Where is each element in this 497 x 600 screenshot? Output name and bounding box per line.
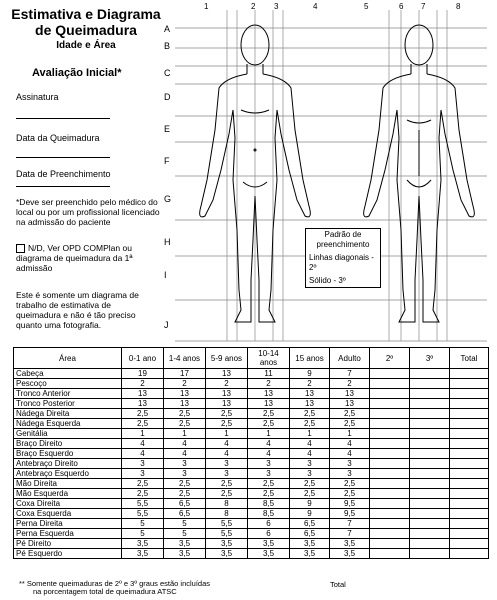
- entry-cell[interactable]: [410, 429, 450, 439]
- header-third-degree: 3º: [410, 348, 450, 369]
- percent-cell: 5,5: [206, 519, 248, 529]
- percent-cell: 6,5: [290, 529, 330, 539]
- percent-cell: 5: [164, 529, 206, 539]
- percent-cell: 9,5: [330, 509, 370, 519]
- entry-cell[interactable]: [370, 379, 410, 389]
- column-number: 1: [204, 2, 209, 11]
- total-label: Total: [330, 580, 346, 589]
- table-row: [14, 449, 489, 459]
- entry-cell[interactable]: [370, 529, 410, 539]
- body-diagram[interactable]: [175, 10, 487, 342]
- table-header-row: [14, 348, 489, 369]
- signature-line[interactable]: [16, 118, 110, 119]
- entry-cell[interactable]: [410, 389, 450, 399]
- percent-cell: 5,5: [122, 509, 164, 519]
- table-row: [14, 379, 489, 389]
- percent-cell: 3: [122, 469, 164, 479]
- row-letter: A: [164, 24, 171, 34]
- percent-cell: 2,5: [290, 479, 330, 489]
- entry-cell[interactable]: [410, 489, 450, 499]
- percent-cell: 5: [164, 519, 206, 529]
- entry-cell[interactable]: [450, 449, 489, 459]
- percent-cell: 2: [330, 379, 370, 389]
- header-age-5-9: 5-9 anos: [206, 348, 248, 369]
- row-letter: C: [164, 68, 171, 78]
- percent-cell: 2,5: [164, 479, 206, 489]
- percent-cell: 6,5: [290, 519, 330, 529]
- table-row: [14, 499, 489, 509]
- percent-cell: 13: [290, 389, 330, 399]
- row-letter: H: [164, 237, 171, 247]
- percent-cell: 4: [290, 439, 330, 449]
- percent-cell: 13: [206, 369, 248, 379]
- header-area: Área: [14, 348, 122, 369]
- table-row: [14, 509, 489, 519]
- title-line-2: de Queimadura: [35, 22, 137, 38]
- percent-cell: 4: [248, 439, 290, 449]
- percent-cell: 6,5: [164, 509, 206, 519]
- header-age-15: 15 anos: [290, 348, 330, 369]
- footnote-line-1: ** Somente queimaduras de 2º e 3º graus estão incluídas: [19, 579, 211, 588]
- percent-cell: 19: [122, 369, 164, 379]
- entry-cell[interactable]: [370, 509, 410, 519]
- checkbox-note-text: N/D, Ver OPD COMPlan ou diagrama de queimadura da 1ª admissão: [16, 243, 133, 274]
- entry-cell[interactable]: [450, 549, 489, 559]
- percent-cell: 4: [330, 439, 370, 449]
- row-letter: F: [164, 156, 170, 166]
- percent-cell: 3,5: [164, 539, 206, 549]
- percent-cell: 5: [122, 529, 164, 539]
- percent-cell: 2,5: [248, 479, 290, 489]
- entry-cell[interactable]: [450, 429, 489, 439]
- section-heading: Avaliação Inicial*: [32, 67, 122, 79]
- table-body: [14, 369, 489, 559]
- entry-cell[interactable]: [410, 539, 450, 549]
- entry-cell[interactable]: [370, 479, 410, 489]
- percent-cell: 2,5: [206, 489, 248, 499]
- percent-cell: 3: [248, 459, 290, 469]
- percent-cell: 13: [290, 399, 330, 409]
- table-row: [14, 399, 489, 409]
- percent-cell: 6: [248, 519, 290, 529]
- header-adult: Adulto: [330, 348, 370, 369]
- area-name-cell: Tronco Anterior: [14, 389, 122, 399]
- entry-cell[interactable]: [370, 489, 410, 499]
- row-letter: I: [164, 270, 167, 280]
- percent-cell: 2,5: [290, 489, 330, 499]
- footnote: [19, 580, 210, 596]
- percent-cell: 5,5: [122, 499, 164, 509]
- percent-cell: 1: [330, 429, 370, 439]
- table-row: [14, 489, 489, 499]
- percent-cell: 6: [248, 529, 290, 539]
- percent-cell: 9: [290, 369, 330, 379]
- percent-cell: 2: [290, 379, 330, 389]
- percent-cell: 1: [164, 429, 206, 439]
- percent-cell: 8,5: [248, 509, 290, 519]
- table-row: [14, 529, 489, 539]
- percent-cell: 2,5: [122, 489, 164, 499]
- percent-cell: 8: [206, 499, 248, 509]
- percent-cell: 2,5: [290, 419, 330, 429]
- table-row: [14, 439, 489, 449]
- column-number: 8: [456, 2, 461, 11]
- percent-cell: 4: [206, 439, 248, 449]
- column-number: 5: [364, 2, 369, 11]
- percent-cell: 13: [248, 389, 290, 399]
- entry-cell[interactable]: [450, 419, 489, 429]
- column-number: 3: [274, 2, 279, 11]
- percent-cell: 2,5: [206, 479, 248, 489]
- area-name-cell: Pé Esquerdo: [14, 549, 122, 559]
- percent-cell: 9: [290, 509, 330, 519]
- table-row: [14, 429, 489, 439]
- area-name-cell: Pescoço: [14, 379, 122, 389]
- percent-cell: 2,5: [164, 419, 206, 429]
- header-total: Total: [450, 348, 489, 369]
- table-row: [14, 459, 489, 469]
- entry-cell[interactable]: [450, 439, 489, 449]
- percent-cell: 3,5: [330, 549, 370, 559]
- area-name-cell: Mão Direita: [14, 479, 122, 489]
- entry-cell[interactable]: [370, 549, 410, 559]
- entry-cell[interactable]: [370, 519, 410, 529]
- percent-cell: 3: [330, 459, 370, 469]
- percent-cell: 1: [206, 429, 248, 439]
- percent-cell: 17: [164, 369, 206, 379]
- entry-cell[interactable]: [370, 429, 410, 439]
- entry-cell[interactable]: [370, 419, 410, 429]
- signature-label: Assinatura: [16, 92, 59, 102]
- entry-cell[interactable]: [450, 369, 489, 379]
- percent-cell: 2,5: [330, 409, 370, 419]
- area-name-cell: Genitália: [14, 429, 122, 439]
- entry-cell[interactable]: [410, 469, 450, 479]
- page-title: [6, 6, 166, 38]
- entry-cell[interactable]: [450, 469, 489, 479]
- percent-cell: 13: [248, 399, 290, 409]
- entry-cell[interactable]: [450, 409, 489, 419]
- checkbox-note: [16, 243, 161, 273]
- percent-cell: 13: [330, 389, 370, 399]
- row-letter: J: [164, 320, 169, 330]
- entry-cell[interactable]: [450, 489, 489, 499]
- area-name-cell: Coxa Direita: [14, 499, 122, 509]
- percent-cell: 2,5: [290, 409, 330, 419]
- entry-cell[interactable]: [410, 399, 450, 409]
- percent-cell: 7: [330, 519, 370, 529]
- entry-cell[interactable]: [410, 419, 450, 429]
- percent-cell: 4: [206, 449, 248, 459]
- burn-estimate-table: [13, 347, 489, 559]
- entry-cell[interactable]: [410, 479, 450, 489]
- percent-cell: 1: [290, 429, 330, 439]
- entry-cell[interactable]: [450, 519, 489, 529]
- entry-cell[interactable]: [410, 499, 450, 509]
- entry-cell[interactable]: [370, 369, 410, 379]
- header-second-degree: 2º: [370, 348, 410, 369]
- area-name-cell: Braço Direito: [14, 439, 122, 449]
- legend-diagonal: Linhas diagonais - 2º: [309, 253, 374, 272]
- percent-cell: 3,5: [290, 539, 330, 549]
- fill-pattern-legend: [305, 228, 381, 288]
- area-name-cell: Cabeça: [14, 369, 122, 379]
- area-name-cell: Mão Esquerda: [14, 489, 122, 499]
- entry-cell[interactable]: [370, 389, 410, 399]
- percent-cell: 13: [122, 399, 164, 409]
- area-name-cell: Nádega Esquerda: [14, 419, 122, 429]
- fill-date-line[interactable]: [16, 186, 110, 187]
- percent-cell: 3: [122, 459, 164, 469]
- percent-cell: 8: [206, 509, 248, 519]
- percent-cell: 8,5: [248, 499, 290, 509]
- percent-cell: 2,5: [330, 419, 370, 429]
- percent-cell: 3: [206, 469, 248, 479]
- entry-cell[interactable]: [370, 399, 410, 409]
- percent-cell: 4: [122, 439, 164, 449]
- area-name-cell: Antebraço Esquerdo: [14, 469, 122, 479]
- percent-cell: 3,5: [122, 539, 164, 549]
- percent-cell: 4: [164, 449, 206, 459]
- percent-cell: 3: [330, 469, 370, 479]
- entry-cell[interactable]: [410, 459, 450, 469]
- percent-cell: 3,5: [248, 549, 290, 559]
- entry-cell[interactable]: [450, 529, 489, 539]
- percent-cell: 3,5: [206, 549, 248, 559]
- table-row: [14, 519, 489, 529]
- percent-cell: 1: [122, 429, 164, 439]
- percent-cell: 2,5: [248, 419, 290, 429]
- percent-cell: 3: [248, 469, 290, 479]
- percent-cell: 3,5: [330, 539, 370, 549]
- percent-cell: 2: [122, 379, 164, 389]
- row-letter: B: [164, 41, 171, 51]
- percent-cell: 2,5: [330, 479, 370, 489]
- percent-cell: 4: [330, 449, 370, 459]
- header-age-0-1: 0-1 ano: [122, 348, 164, 369]
- grid-lines: [175, 10, 487, 341]
- disclaimer-note: Este é somente um diagrama de trabalho de estimativa de queimadura e não é tão preciso quanto uma fotografia.: [16, 290, 139, 330]
- entry-cell[interactable]: [370, 499, 410, 509]
- area-name-cell: Braço Esquerdo: [14, 449, 122, 459]
- percent-cell: 3: [164, 469, 206, 479]
- percent-cell: 13: [330, 399, 370, 409]
- percent-cell: 7: [330, 529, 370, 539]
- entry-cell[interactable]: [370, 449, 410, 459]
- percent-cell: 13: [206, 399, 248, 409]
- percent-cell: 3,5: [248, 539, 290, 549]
- table-row: [14, 549, 489, 559]
- entry-cell[interactable]: [450, 509, 489, 519]
- area-name-cell: Tronco Posterior: [14, 399, 122, 409]
- percent-cell: 13: [164, 389, 206, 399]
- percent-cell: 2,5: [122, 419, 164, 429]
- entry-cell[interactable]: [410, 449, 450, 459]
- area-name-cell: Coxa Esquerda: [14, 509, 122, 519]
- entry-cell[interactable]: [410, 409, 450, 419]
- area-name-cell: Pé Direito: [14, 539, 122, 549]
- entry-cell[interactable]: [450, 459, 489, 469]
- footnote-line-2: na porcentagem total de queimadura ATSC: [33, 587, 177, 596]
- header-age-1-4: 1-4 anos: [164, 348, 206, 369]
- percent-cell: 2: [164, 379, 206, 389]
- column-number: 2: [251, 2, 256, 11]
- page-subtitle: Idade e Área: [56, 40, 116, 51]
- entry-cell[interactable]: [450, 399, 489, 409]
- entry-cell[interactable]: [450, 539, 489, 549]
- entry-cell[interactable]: [370, 539, 410, 549]
- area-name-cell: Nádega Direita: [14, 409, 122, 419]
- entry-cell[interactable]: [410, 509, 450, 519]
- entry-cell[interactable]: [370, 439, 410, 449]
- percent-cell: 4: [164, 439, 206, 449]
- column-number: 6: [399, 2, 404, 11]
- percent-cell: 4: [290, 449, 330, 459]
- table-row: [14, 409, 489, 419]
- area-name-cell: Perna Esquerda: [14, 529, 122, 539]
- entry-cell[interactable]: [450, 499, 489, 509]
- table-row: [14, 469, 489, 479]
- table-row: [14, 539, 489, 549]
- entry-cell[interactable]: [450, 389, 489, 399]
- percent-cell: 3: [164, 459, 206, 469]
- percent-cell: 2: [248, 379, 290, 389]
- column-number: 4: [313, 2, 318, 11]
- percent-cell: 3,5: [206, 539, 248, 549]
- burn-date-line[interactable]: [16, 157, 110, 158]
- percent-cell: 7: [330, 369, 370, 379]
- percent-cell: 4: [122, 449, 164, 459]
- asterisk-note: *Deve ser preenchido pelo médico do local ou por um profissional licenciado na admissão do paciente: [16, 197, 160, 227]
- percent-cell: 4: [248, 449, 290, 459]
- percent-cell: 3,5: [290, 549, 330, 559]
- entry-cell[interactable]: [450, 479, 489, 489]
- entry-cell[interactable]: [370, 469, 410, 479]
- percent-cell: 6,5: [164, 499, 206, 509]
- title-line-1: Estimativa e Diagrama: [11, 6, 161, 22]
- percent-cell: 2,5: [248, 489, 290, 499]
- percent-cell: 3,5: [122, 549, 164, 559]
- legend-solid: Sólido - 3º: [309, 276, 346, 285]
- row-letter: G: [164, 194, 172, 204]
- percent-cell: 2,5: [206, 419, 248, 429]
- row-letter: E: [164, 124, 171, 134]
- area-name-cell: Antebraço Direito: [14, 459, 122, 469]
- percent-cell: 13: [164, 399, 206, 409]
- entry-cell[interactable]: [410, 439, 450, 449]
- percent-cell: 2,5: [122, 409, 164, 419]
- percent-cell: 2,5: [248, 409, 290, 419]
- percent-cell: 3: [206, 459, 248, 469]
- percent-cell: 9,5: [330, 499, 370, 509]
- table-row: [14, 369, 489, 379]
- percent-cell: 11: [248, 369, 290, 379]
- percent-cell: 13: [206, 389, 248, 399]
- entry-cell[interactable]: [370, 459, 410, 469]
- percent-cell: 1: [248, 429, 290, 439]
- percent-cell: 3: [290, 459, 330, 469]
- fill-date-label: Data de Preenchimento: [16, 169, 111, 179]
- percent-cell: 2,5: [122, 479, 164, 489]
- percent-cell: 3: [290, 469, 330, 479]
- percent-cell: 2,5: [164, 489, 206, 499]
- percent-cell: 3,5: [164, 549, 206, 559]
- row-letter: D: [164, 92, 171, 102]
- burn-date-label: Data da Queimadura: [16, 133, 100, 143]
- area-name-cell: Perna Direita: [14, 519, 122, 529]
- percent-cell: 2,5: [206, 409, 248, 419]
- percent-cell: 13: [122, 389, 164, 399]
- percent-cell: 2: [206, 379, 248, 389]
- percent-cell: 9: [290, 499, 330, 509]
- percent-cell: 5: [122, 519, 164, 529]
- percent-cell: 2,5: [330, 489, 370, 499]
- entry-cell[interactable]: [410, 379, 450, 389]
- percent-cell: 2,5: [164, 409, 206, 419]
- legend-title: Padrão de preenchimento: [316, 230, 370, 249]
- table-row: [14, 419, 489, 429]
- na-checkbox[interactable]: [16, 244, 25, 253]
- percent-cell: 5,5: [206, 529, 248, 539]
- entry-cell[interactable]: [410, 519, 450, 529]
- entry-cell[interactable]: [410, 369, 450, 379]
- header-age-10-14: 10-14 anos: [248, 348, 290, 369]
- table-row: [14, 389, 489, 399]
- column-number: 7: [421, 2, 426, 11]
- entry-cell[interactable]: [450, 379, 489, 389]
- entry-cell[interactable]: [410, 529, 450, 539]
- entry-cell[interactable]: [370, 409, 410, 419]
- entry-cell[interactable]: [410, 549, 450, 559]
- table-row: [14, 479, 489, 489]
